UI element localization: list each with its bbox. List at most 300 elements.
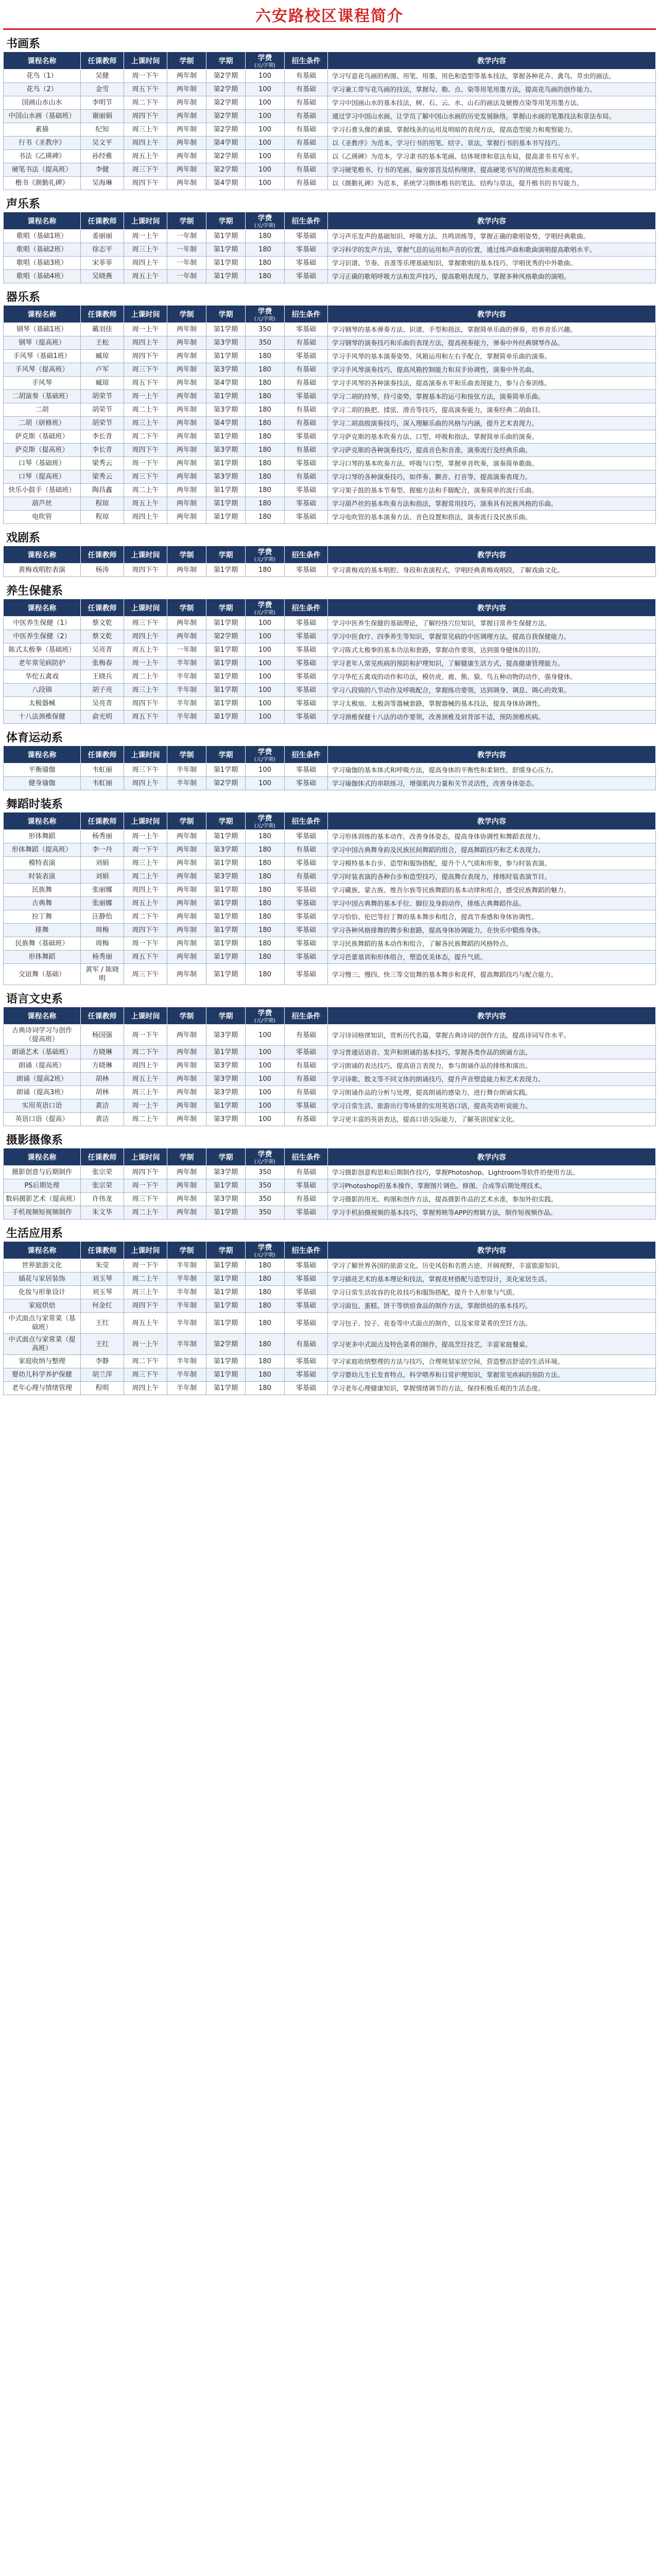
cell-tuition: 100: [246, 123, 285, 137]
header-study-system: 学制: [167, 746, 206, 764]
cell-enroll-condition: 有基础: [285, 137, 328, 150]
table-body: [4, 70, 656, 190]
cell-class-time: 周四下午: [124, 1299, 167, 1313]
cell-study-system: 两年制: [167, 897, 206, 910]
cell-enroll-condition: 有基础: [285, 1113, 328, 1126]
cell-study-system: 半年制: [167, 1382, 206, 1395]
page-title: 六安路校区课程简介: [255, 7, 404, 25]
cell-course-name: 黄梅戏唱腔表演: [4, 564, 81, 577]
cell-teaching-content: 学习模特基本台步、造型和服饰搭配，提升个人气质和形象，参与时装表演。: [328, 857, 656, 870]
cell-teaching-content: 学习中国古典舞的基本手位、脚位及身韵动作，排练古典舞蹈作品。: [328, 897, 656, 910]
cell-tuition: 100: [246, 1046, 285, 1059]
header-row: [4, 1148, 656, 1166]
cell-study-system: 两年制: [167, 617, 206, 630]
cell-course-name: 数码摄影艺术（提高班）: [4, 1193, 81, 1206]
cell-term: 第1学期: [206, 1099, 246, 1113]
table-row: [4, 884, 656, 897]
cell-study-system: 两年制: [167, 964, 206, 985]
cell-enroll-condition: 有基础: [285, 1025, 328, 1046]
cell-teacher: 王红: [81, 1334, 124, 1355]
table-row: [4, 511, 656, 524]
cell-class-time: 周三上午: [124, 417, 167, 430]
cell-course-name: 硬笔书法（提高班）: [4, 163, 81, 177]
cell-term: 第1学期: [206, 1286, 246, 1299]
cell-term: 第1学期: [206, 497, 246, 511]
table-row: [4, 123, 656, 137]
cell-enroll-condition: 零基础: [285, 1355, 328, 1368]
cell-study-system: 两年制: [167, 884, 206, 897]
cell-teacher: 黄军 / 陈晓明: [81, 964, 124, 985]
cell-term: 第2学期: [206, 96, 246, 110]
cell-term: 第1学期: [206, 1368, 246, 1382]
header-tuition-label: 学费: [257, 748, 272, 756]
cell-teaching-content: 学习二胡高级演奏技巧，深入理解乐曲的风格与内涵，提升艺术表现力。: [328, 417, 656, 430]
table-row: [4, 870, 656, 884]
cell-teaching-content: 学习恰恰、伦巴等拉丁舞的基本舞步和组合，提高节奏感和身体协调性。: [328, 910, 656, 924]
cell-teaching-content: 学习诗歌、散文等不同文体的朗诵技巧，提升声音塑造能力和艺术表现力。: [328, 1073, 656, 1086]
cell-teacher: 吴亮青: [81, 697, 124, 710]
cell-class-time: 周五上午: [124, 497, 167, 511]
cell-enroll-condition: 零基础: [285, 937, 328, 951]
table-header: [4, 1242, 656, 1259]
cell-term: 第2学期: [206, 1334, 246, 1355]
header-tuition: [246, 52, 285, 70]
cell-class-time: 周二上午: [124, 1273, 167, 1286]
header-tuition: [246, 546, 285, 564]
cell-term: 第1学期: [206, 697, 246, 710]
cell-study-system: 两年制: [167, 1025, 206, 1046]
header-enroll-condition: 招生条件: [285, 1242, 328, 1259]
cell-teacher: 谢丽娟: [81, 110, 124, 123]
cell-class-time: 周二下午: [124, 1355, 167, 1368]
table-header: [4, 306, 656, 323]
cell-term: 第1学期: [206, 1313, 246, 1334]
course-section: [3, 524, 656, 577]
cell-teacher: 周梅: [81, 924, 124, 937]
cell-study-system: 两年制: [167, 1113, 206, 1126]
table-row: [4, 1086, 656, 1099]
cell-enroll-condition: 零基础: [285, 1382, 328, 1395]
table-row: [4, 430, 656, 444]
table-row: [4, 1099, 656, 1113]
cell-course-name: 花鸟（1）: [4, 70, 81, 83]
cell-study-system: 两年制: [167, 497, 206, 511]
cell-teacher: 张丽娜: [81, 884, 124, 897]
header-tuition: [246, 212, 285, 230]
header-course-name: 课程名称: [4, 599, 81, 617]
cell-teaching-content: 学习日常生活、旅游出行等场景的实用英语口语，提高英语听说能力。: [328, 1099, 656, 1113]
table-body: [4, 564, 656, 577]
cell-study-system: 两年制: [167, 470, 206, 484]
table-row: [4, 497, 656, 511]
table-header: [4, 746, 656, 764]
cell-teaching-content: 学习石膏头像的素描，掌握线条的运用及明暗的表现方法，提高造型能力和观察能力。: [328, 123, 656, 137]
cell-course-name: 时装表演: [4, 870, 81, 884]
table-row: [4, 964, 656, 985]
cell-class-time: 周二上午: [124, 1206, 167, 1219]
cell-enroll-condition: 有基础: [285, 1086, 328, 1099]
cell-tuition: 350: [246, 1179, 285, 1193]
header-course-name: 课程名称: [4, 52, 81, 70]
cell-enroll-condition: 有基础: [285, 96, 328, 110]
cell-teacher: 韦虹丽: [81, 764, 124, 777]
cell-tuition: 100: [246, 1099, 285, 1113]
cell-enroll-condition: 零基础: [285, 1273, 328, 1286]
cell-course-name: 萨克斯（基础班）: [4, 430, 81, 444]
header-teaching-content: 教学内容: [328, 812, 656, 830]
header-term: 学期: [206, 599, 246, 617]
table-body: [4, 1025, 656, 1126]
cell-study-system: 两年制: [167, 430, 206, 444]
cell-teaching-content: 学习朗诵的表达技巧，提高语言表现力，参与朗诵作品的排练和演出。: [328, 1059, 656, 1073]
cell-study-system: 半年制: [167, 710, 206, 724]
cell-enroll-condition: 零基础: [285, 643, 328, 657]
header-study-system: 学制: [167, 546, 206, 564]
table-row: [4, 1179, 656, 1193]
cell-teacher: 杨国强: [81, 1025, 124, 1046]
course-table: [3, 305, 656, 524]
cell-teaching-content: 学习钢琴的演奏技巧和乐曲的表现方法，提高视奏能力，弹奏中外经典钢琴作品。: [328, 336, 656, 350]
header-class-time: 上课时间: [124, 812, 167, 830]
cell-teacher: 李明节: [81, 96, 124, 110]
header-term: 学期: [206, 1242, 246, 1259]
cell-enroll-condition: 零基础: [285, 710, 328, 724]
cell-tuition: 180: [246, 1382, 285, 1395]
cell-class-time: 周五上午: [124, 1313, 167, 1334]
table-row: [4, 777, 656, 790]
cell-tuition: 100: [246, 617, 285, 630]
course-section: [3, 1219, 656, 1395]
table-row: [4, 951, 656, 964]
cell-teacher: 臧琼: [81, 350, 124, 363]
cell-class-time: 周五上午: [124, 1073, 167, 1086]
cell-teaching-content: 学习手风琴演奏技巧，提高风箱控制能力和双手协调性，演奏中外名曲。: [328, 363, 656, 377]
cell-tuition: 100: [246, 657, 285, 670]
course-section: [3, 190, 656, 283]
cell-teaching-content: 学习面包、蛋糕、饼干等烘焙食品的制作方法，掌握烘焙的基本技巧。: [328, 1299, 656, 1313]
cell-teaching-content: 通过学习中国山水画，让学员了解中国山水画的历史发展脉络，掌握山水画的笔墨技法和章法布局。: [328, 110, 656, 123]
cell-tuition: 100: [246, 163, 285, 177]
cell-study-system: 两年制: [167, 150, 206, 163]
cell-enroll-condition: 零基础: [285, 1046, 328, 1059]
cell-term: 第1学期: [206, 511, 246, 524]
header-class-time: 上课时间: [124, 306, 167, 323]
cell-teaching-content: 学习日常生活妆容的化妆技巧和服饰搭配，提升个人形象与气质。: [328, 1286, 656, 1299]
cell-enroll-condition: 有基础: [285, 363, 328, 377]
cell-term: 第1学期: [206, 857, 246, 870]
cell-course-name: 华佗五禽戏: [4, 670, 81, 684]
cell-teacher: 李长青: [81, 430, 124, 444]
cell-study-system: 两年制: [167, 123, 206, 137]
table-row: [4, 96, 656, 110]
header-tuition: [246, 599, 285, 617]
cell-class-time: 周三上午: [124, 1286, 167, 1299]
table-body: [4, 1166, 656, 1219]
cell-tuition: 100: [246, 150, 285, 163]
header-teacher: 任课教师: [81, 599, 124, 617]
cell-teacher: 杨涛: [81, 564, 124, 577]
cell-tuition: 100: [246, 110, 285, 123]
cell-teaching-content: 学习插花艺术的基本理论和技法，掌握花材搭配与造型设计，美化家居生活。: [328, 1273, 656, 1286]
cell-study-system: 两年制: [167, 336, 206, 350]
table-header: [4, 546, 656, 564]
table-row: [4, 350, 656, 363]
cell-course-name: 老年常见病防护: [4, 657, 81, 670]
cell-teaching-content: 学习形体训练的基本动作，改善身体姿态，提高身体协调性和舞蹈表现力。: [328, 830, 656, 843]
cell-term: 第3学期: [206, 1193, 246, 1206]
header-study-system: 学制: [167, 599, 206, 617]
cell-tuition: 180: [246, 564, 285, 577]
header-teaching-content: 教学内容: [328, 1148, 656, 1166]
cell-course-name: 太极器械: [4, 697, 81, 710]
cell-course-name: 歌唱（基础1班）: [4, 230, 81, 243]
cell-teaching-content: 学习二胡的换把、揉弦、滑音等技巧，提高演奏能力，演奏经典二胡曲目。: [328, 403, 656, 417]
header-tuition-label: 学费: [257, 1150, 272, 1159]
cell-teacher: 蔡文乾: [81, 617, 124, 630]
table-row: [4, 163, 656, 177]
cell-study-system: 两年制: [167, 870, 206, 884]
cell-study-system: 两年制: [167, 843, 206, 857]
cell-enroll-condition: 零基础: [285, 1286, 328, 1299]
cell-teacher: 张梅春: [81, 657, 124, 670]
header-tuition-label: 学费: [257, 601, 272, 609]
cell-teaching-content: 学习陈式太极拳的基本功法和套路，掌握动作要领，达到强身健体的目的。: [328, 643, 656, 657]
cell-class-time: 周二上午: [124, 403, 167, 417]
cell-course-name: 二胡演奏（基础班）: [4, 390, 81, 403]
section-title: 戏剧系: [6, 532, 41, 545]
cell-teacher: 韦虹丽: [81, 777, 124, 790]
cell-tuition: 180: [246, 270, 285, 283]
section-title: 体育运动系: [6, 732, 63, 744]
cell-enroll-condition: 零基础: [285, 684, 328, 697]
cell-class-time: 周四下午: [124, 177, 167, 190]
header-teacher: 任课教师: [81, 546, 124, 564]
table-row: [4, 937, 656, 951]
cell-study-system: 两年制: [167, 1046, 206, 1059]
cell-tuition: 180: [246, 417, 285, 430]
cell-term: 第3学期: [206, 1113, 246, 1126]
cell-class-time: 周三上午: [124, 123, 167, 137]
header-tuition-unit: (元/学期): [254, 223, 276, 229]
table-header: [4, 1007, 656, 1025]
table-body: [4, 830, 656, 985]
cell-tuition: 180: [246, 951, 285, 964]
course-table: [3, 812, 656, 985]
cell-course-name: 书法《乙瑛碑》: [4, 150, 81, 163]
cell-class-time: 周一上午: [124, 1099, 167, 1113]
cell-study-system: 两年制: [167, 857, 206, 870]
cell-tuition: 180: [246, 1313, 285, 1334]
header-study-system: 学制: [167, 1007, 206, 1025]
cell-teaching-content: 学习老年人常见疾病的预防和护理知识，了解健康生活方式，提高健康管理能力。: [328, 657, 656, 670]
header-term: 学期: [206, 746, 246, 764]
cell-enroll-condition: 零基础: [285, 511, 328, 524]
cell-teaching-content: 学习手风琴的基本演奏姿势、风箱运用和左右手配合，掌握简单乐曲的演奏。: [328, 350, 656, 363]
cell-teaching-content: 学习朗诵作品的分析与处理，提高朗诵的感染力，进行舞台朗诵实践。: [328, 1086, 656, 1099]
cell-teacher: 胡荣节: [81, 403, 124, 417]
cell-class-time: 周五下午: [124, 83, 167, 96]
cell-teacher: 刘娟: [81, 857, 124, 870]
cell-teacher: 孙经雅: [81, 150, 124, 163]
table-row: [4, 910, 656, 924]
cell-class-time: 周四上午: [124, 137, 167, 150]
cell-teaching-content: 学习正确的歌唱呼吸方法和发声技巧，提高歌唱表现力，掌握多种风格歌曲的演唱。: [328, 270, 656, 283]
table-row: [4, 764, 656, 777]
cell-term: 第1学期: [206, 1206, 246, 1219]
course-table: [3, 1148, 656, 1219]
cell-course-name: 钢琴（提高班）: [4, 336, 81, 350]
header-teaching-content: 教学内容: [328, 306, 656, 323]
cell-class-time: 周三上午: [124, 243, 167, 257]
cell-teacher: 汪静怡: [81, 910, 124, 924]
cell-class-time: 周一上午: [124, 830, 167, 843]
cell-enroll-condition: 零基础: [285, 1099, 328, 1113]
cell-enroll-condition: 有基础: [285, 1166, 328, 1179]
cell-teaching-content: 学习家庭收纳整理的方法与技巧，合理规划家居空间，营造整洁舒适的生活环境。: [328, 1355, 656, 1368]
cell-study-system: 两年制: [167, 323, 206, 336]
table-row: [4, 110, 656, 123]
cell-teaching-content: 学习手风琴的各种演奏技法，提高演奏水平和乐曲表现能力，参与合奏训练。: [328, 377, 656, 390]
cell-teacher: 程明: [81, 1382, 124, 1395]
cell-term: 第3学期: [206, 1025, 246, 1046]
cell-course-name: 形体舞蹈: [4, 830, 81, 843]
cell-study-system: 两年制: [167, 390, 206, 403]
cell-tuition: 180: [246, 1259, 285, 1273]
cell-term: 第1学期: [206, 270, 246, 283]
cell-tuition: 180: [246, 403, 285, 417]
cell-teacher: 王松: [81, 336, 124, 350]
cell-enroll-condition: 零基础: [285, 777, 328, 790]
cell-tuition: 180: [246, 910, 285, 924]
cell-tuition: 100: [246, 764, 285, 777]
cell-enroll-condition: 零基础: [285, 697, 328, 710]
cell-term: 第1学期: [206, 257, 246, 270]
cell-teaching-content: 学习Photoshop的基本操作，掌握图片调色、修图、合成等后期处理技术。: [328, 1179, 656, 1193]
cell-class-time: 周三下午: [124, 470, 167, 484]
header-class-time: 上课时间: [124, 1007, 167, 1025]
course-table: [3, 1007, 656, 1126]
cell-study-system: 一年制: [167, 257, 206, 270]
cell-study-system: 两年制: [167, 951, 206, 964]
cell-enroll-condition: 零基础: [285, 951, 328, 964]
table-row: [4, 1334, 656, 1355]
cell-teaching-content: 学习瑜伽的基本体式和呼吸方法，提高身体的平衡性和柔韧性，舒缓身心压力。: [328, 764, 656, 777]
cell-course-name: 陈式太极拳（基础班）: [4, 643, 81, 657]
cell-study-system: 两年制: [167, 937, 206, 951]
cell-teaching-content: 学习八段锦的八节动作及呼吸配合，掌握练功要领，达到调身、调息、调心的效果。: [328, 684, 656, 697]
cell-tuition: 100: [246, 684, 285, 697]
cell-class-time: 周二上午: [124, 870, 167, 884]
cell-enroll-condition: 有基础: [285, 403, 328, 417]
header-class-time: 上课时间: [124, 1148, 167, 1166]
table-row: [4, 643, 656, 657]
cell-term: 第1学期: [206, 710, 246, 724]
cell-study-system: 两年制: [167, 83, 206, 96]
table-row: [4, 257, 656, 270]
cell-teaching-content: 学习婴幼儿生长发育特点、科学喂养和日常护理知识，掌握常见疾病的预防方法。: [328, 1368, 656, 1382]
table-row: [4, 670, 656, 684]
header-course-name: 课程名称: [4, 1242, 81, 1259]
cell-class-time: 周四上午: [124, 257, 167, 270]
cell-class-time: 周四上午: [124, 511, 167, 524]
cell-study-system: 两年制: [167, 457, 206, 470]
header-row: [4, 1242, 656, 1259]
cell-course-name: 中医养生保健（2）: [4, 630, 81, 643]
header-tuition-unit: (元/学期): [254, 610, 276, 616]
course-section: [3, 283, 656, 524]
cell-enroll-condition: 零基础: [285, 630, 328, 643]
cell-course-name: 葫芦丝: [4, 497, 81, 511]
header-row: [4, 746, 656, 764]
cell-teaching-content: 学习中国古典舞身韵及民族民间舞蹈的组合，提高舞蹈技巧和艺术表现力。: [328, 843, 656, 857]
cell-enroll-condition: 零基础: [285, 1259, 328, 1273]
header-tuition-label: 学费: [257, 1244, 272, 1252]
cell-teaching-content: 学习芭蕾基训和形体组合，塑造优美体态，提升气质。: [328, 951, 656, 964]
cell-course-name: 形体舞蹈（提高班）: [4, 843, 81, 857]
cell-tuition: 180: [246, 230, 285, 243]
header-course-name: 课程名称: [4, 306, 81, 323]
cell-course-name: 十八法颈椎保健: [4, 710, 81, 724]
cell-study-system: 两年制: [167, 511, 206, 524]
cell-tuition: 180: [246, 457, 285, 470]
header-study-system: 学制: [167, 1148, 206, 1166]
cell-teacher: 杨秀丽: [81, 830, 124, 843]
cell-tuition: 100: [246, 630, 285, 643]
cell-course-name: 家庭收纳与整理: [4, 1355, 81, 1368]
cell-teaching-content: 学习识谱、节奏、音准等乐理基础知识，掌握歌唱的基本技巧，学唱优秀的中外歌曲。: [328, 257, 656, 270]
cell-course-name: 模特表演: [4, 857, 81, 870]
header-tuition: [246, 1148, 285, 1166]
cell-teaching-content: 学习摄影的用光、构图和创作方法，提高摄影作品的艺术水准，参加外拍实践。: [328, 1193, 656, 1206]
cell-term: 第2学期: [206, 777, 246, 790]
cell-teacher: 张宗荣: [81, 1179, 124, 1193]
cell-teaching-content: 学习黄梅戏的基本唱腔、身段和表演程式，学唱经典黄梅戏唱段，了解戏曲文化。: [328, 564, 656, 577]
table-row: [4, 377, 656, 390]
course-section: [3, 1126, 656, 1219]
header-tuition: [246, 812, 285, 830]
header-tuition-label: 学费: [257, 815, 272, 823]
cell-tuition: 100: [246, 1073, 285, 1086]
cell-study-system: 半年制: [167, 684, 206, 697]
cell-teacher: 方晓琳: [81, 1059, 124, 1073]
cell-enroll-condition: 零基础: [285, 1299, 328, 1313]
cell-study-system: 两年制: [167, 484, 206, 497]
cell-enroll-condition: 零基础: [285, 857, 328, 870]
cell-course-name: 二胡: [4, 403, 81, 417]
cell-enroll-condition: 零基础: [285, 1206, 328, 1219]
cell-course-name: 手风琴（提高班）: [4, 363, 81, 377]
table-row: [4, 924, 656, 937]
header-class-time: 上课时间: [124, 52, 167, 70]
table-row: [4, 230, 656, 243]
cell-term: 第3学期: [206, 1073, 246, 1086]
header-enroll-condition: 招生条件: [285, 812, 328, 830]
cell-class-time: 周一上午: [124, 657, 167, 670]
table-row: [4, 897, 656, 910]
cell-enroll-condition: 零基础: [285, 897, 328, 910]
cell-enroll-condition: 有基础: [285, 1059, 328, 1073]
cell-course-name: 形体舞蹈: [4, 951, 81, 964]
cell-enroll-condition: 有基础: [285, 83, 328, 96]
header-tuition-label: 学费: [257, 308, 272, 316]
cell-class-time: 周四下午: [124, 444, 167, 457]
section-title: 语言文史系: [6, 993, 63, 1006]
cell-tuition: 350: [246, 1166, 285, 1179]
cell-term: 第2学期: [206, 123, 246, 137]
cell-teacher: 胡林: [81, 1073, 124, 1086]
cell-tuition: 100: [246, 137, 285, 150]
header-term: 学期: [206, 1007, 246, 1025]
